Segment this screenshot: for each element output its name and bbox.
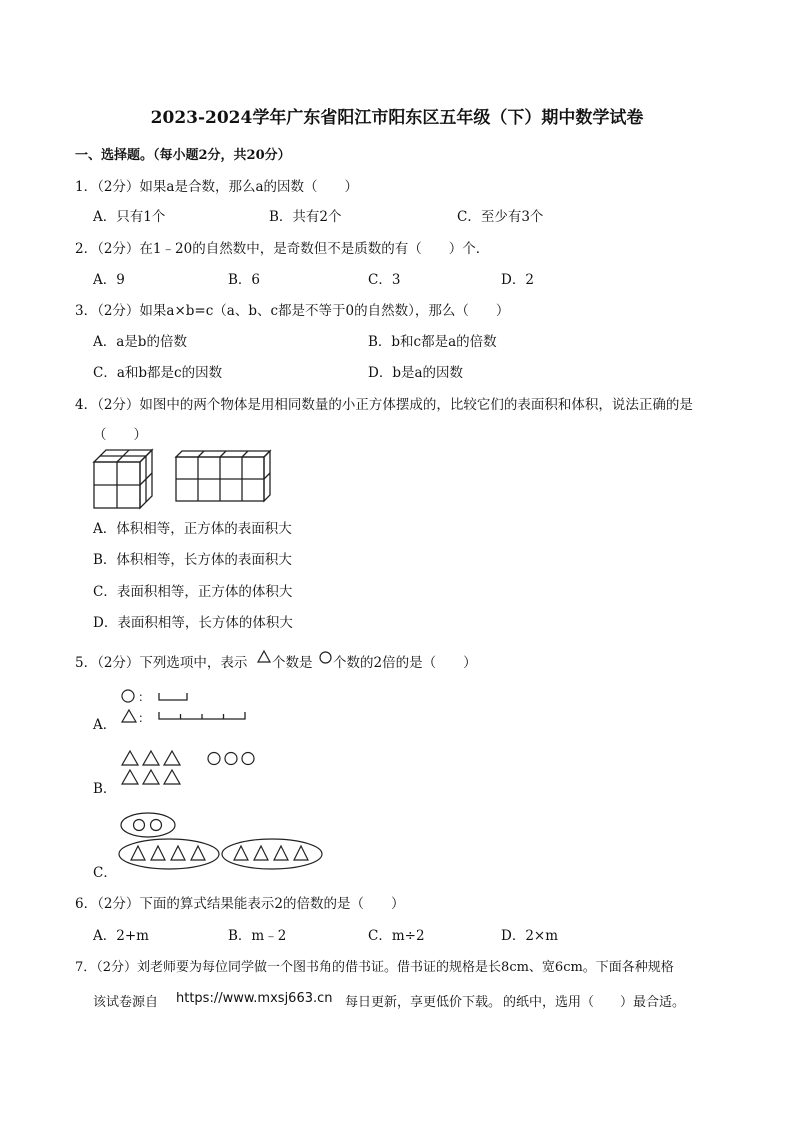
q5c-triangle-group-1 [118, 838, 220, 870]
question-4: 4．（2分）如图中的两个物体是用相同数量的小正方体摆成的，比较它们的表面积和体积，说法正确的是 [75, 397, 693, 413]
question-5-part-1: 5．（2分）下列选项中，表示 [75, 655, 248, 671]
question-2: 2．（2分）在1﹣20的自然数中，是奇数但不是质数的有（ ）个． [75, 241, 490, 257]
q5-option-a: A． [93, 717, 117, 733]
q2-option-b: B．6 [228, 272, 261, 288]
q4-option-a: A．体积相等，正方体的表面积大 [93, 521, 292, 537]
q5-option-b: B． [93, 781, 117, 797]
q3-option-d: D．b是a的因数 [368, 365, 464, 381]
q5c-triangle-group-2 [221, 838, 323, 870]
question-7-tail: 的纸中，选用（ ）最合适。 [503, 995, 686, 1010]
q6-option-d: D．2×m [501, 928, 559, 944]
q3-option-c: C．a和b都是c的因数 [93, 365, 223, 381]
footer-suffix: 每日更新，享更低价下载。 [345, 995, 502, 1010]
q3-option-b: B．b和c都是a的倍数 [368, 334, 497, 350]
q6-option-a: A．2+m [93, 928, 149, 944]
q5a-bar-triangle [158, 711, 246, 721]
q5b-triangles-row-1 [121, 750, 183, 766]
q3-option-a: A．a是b的倍数 [93, 334, 187, 350]
q5c-circle-group [120, 812, 176, 838]
q5b-circles [207, 751, 257, 766]
q5-option-c: C． [93, 865, 117, 881]
q6-option-c: C．m÷2 [368, 928, 425, 944]
q6-option-b: B．m﹣2 [228, 928, 287, 944]
question-6: 6．（2分）下面的算式结果能表示2的倍数的是（ ） [75, 896, 405, 912]
question-5-part-2: 个数是 [272, 655, 313, 671]
question-4-bracket: （ ） [93, 427, 147, 443]
q5b-triangles-row-2 [121, 769, 183, 785]
footer-url[interactable]: https://www.mxsj663.cn [176, 991, 333, 1006]
q4-option-c: C．表面积相等，正方体的体积大 [93, 584, 293, 600]
cuboid-figure [175, 450, 271, 503]
question-1: 1．（2分）如果a是合数，那么a的因数（ ） [75, 179, 359, 195]
question-3: 3．（2分）如果a×b=c（a、b、c都是不等于0的自然数），那么（ ） [75, 303, 510, 319]
q4-option-d: D．表面积相等，长方体的体积大 [93, 615, 293, 631]
q1-option-b: B．共有2个 [269, 209, 342, 225]
circle-icon [319, 651, 332, 664]
q5a-colon-2: ： [138, 711, 151, 725]
q5a-bar-circle [158, 692, 188, 702]
q2-option-c: C．3 [368, 272, 401, 288]
q1-option-a: A．只有1个 [93, 209, 166, 225]
q1-option-c: C．至少有3个 [457, 209, 544, 225]
q5a-triangle-icon [121, 709, 137, 723]
q2-option-a: A．9 [93, 272, 125, 288]
footer-prefix: 该试卷源自 [93, 995, 159, 1010]
cube-figure [93, 449, 155, 509]
q4-option-b: B．体积相等，长方体的表面积大 [93, 552, 292, 568]
page-title: 2023-2024学年广东省阳江市阳东区五年级（下）期中数学试卷 [150, 108, 644, 128]
question-7: 7．（2分）刘老师要为每位同学做一个图书角的借书证。借书证的规格是长8cm、宽6cm。下面各种规格 [75, 960, 674, 975]
triangle-icon [257, 650, 271, 663]
section-header: 一、选择题。（每小题2分，共20分） [75, 148, 291, 163]
q5a-circle-icon [121, 689, 135, 703]
question-5-part-3: 个数的2倍的是（ ） [333, 655, 477, 671]
q5a-colon-1: ： [138, 690, 151, 704]
q2-option-d: D．2 [501, 272, 534, 288]
